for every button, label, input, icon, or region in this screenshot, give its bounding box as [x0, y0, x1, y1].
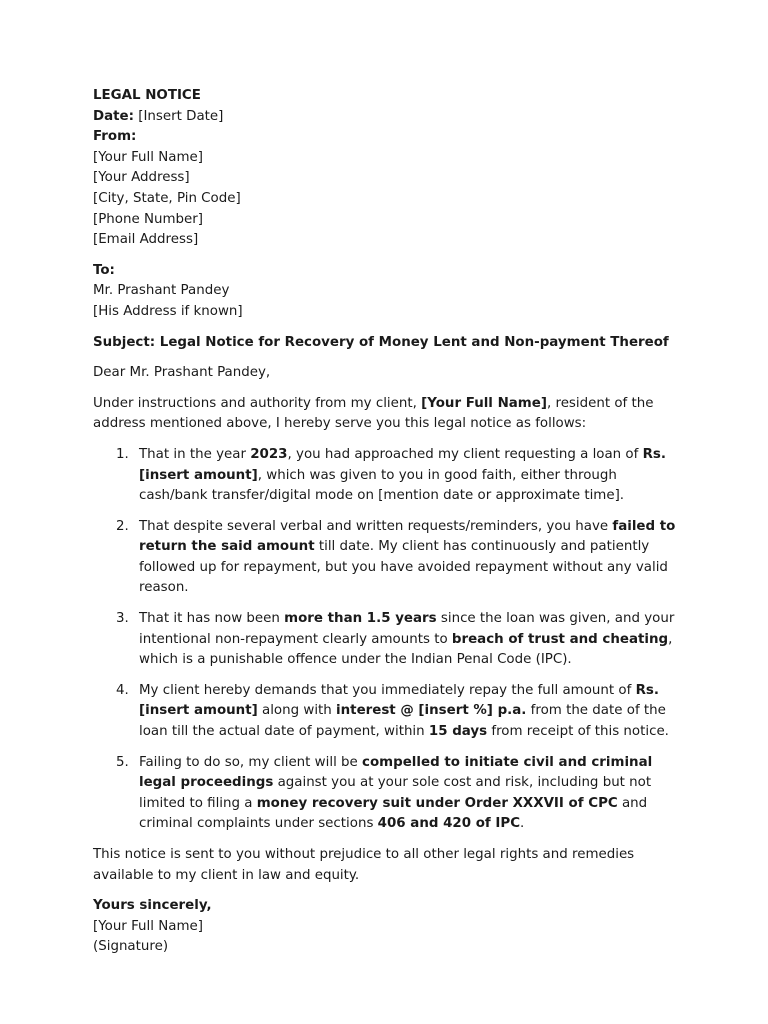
intro-client-name: [Your Full Name] [421, 395, 547, 411]
point-text: That despite several verbal and written requests/reminders, you have [139, 518, 613, 534]
point-text: , which was given to you in good faith, either through cash/bank transfer/digital mode on [mention date or approximate time]. [139, 467, 625, 504]
signature-placeholder: (Signature) [93, 939, 169, 955]
point-text: against you at your sole cost and risk, including but not limited to filing a [139, 775, 652, 811]
sender-phone: [Phone Number] [93, 211, 203, 227]
list-item [93, 681, 683, 743]
point-bold-text: 406 and 420 of IPC [377, 816, 521, 832]
point-text: from receipt of this notice. [487, 724, 669, 740]
list-number: 1. [116, 446, 129, 462]
point-bold-text: Rs. [insert amount] [139, 446, 666, 483]
salutation: Dear Mr. Prashant Pandey, [93, 365, 271, 381]
sender-email: [Email Address] [93, 232, 199, 248]
point-bold-text: failed to return the said amount [139, 518, 676, 555]
date-value: [Insert Date] [134, 108, 224, 124]
list-item [93, 517, 683, 599]
point-text: from the date of the loan till the actual date of payment, within [139, 703, 666, 740]
list-number: 3. [116, 611, 129, 627]
date-label: Date: [93, 108, 134, 124]
from-label: From: [93, 129, 137, 145]
legal-notice-document [93, 86, 683, 958]
point-text: since the loan was given, and your intentional non-repayment clearly amounts to [139, 611, 675, 647]
to-label: To: [93, 262, 115, 278]
point-text: . [520, 816, 525, 832]
list-number: 4. [116, 682, 129, 698]
point-bold-text: breach of trust and cheating [451, 631, 669, 647]
signoff-label: Yours sincerely, [93, 898, 212, 914]
list-item [93, 445, 683, 507]
list-number: 5. [116, 754, 129, 770]
sender-city-state-pin: [City, State, Pin Code] [93, 190, 241, 206]
list-item [93, 609, 683, 671]
point-bold-text: more than 1.5 years [284, 611, 437, 627]
intro-paragraph [93, 394, 683, 435]
point-text: That it has now been [139, 611, 285, 627]
point-text: till date. My client has continuously and patiently followed up for repayment, but you have avoided repayment without any valid reason. [139, 539, 668, 596]
document-title: LEGAL NOTICE [93, 88, 201, 103]
subject-line: Subject: Legal Notice for Recovery of Money Lent and Non-payment Thereof [93, 334, 669, 350]
intro-text: , resident of the address mentioned above, I hereby serve you this legal notice as follows: [93, 395, 654, 432]
list-number: 2. [116, 518, 129, 534]
point-text: Failing to do so, my client will be [139, 754, 363, 770]
closing-paragraph: This notice is sent to you without prejudice to all other legal rights and remedies available to my client in law and equity. [93, 847, 635, 883]
point-text: , which is a punishable offence under the Indian Penal Code (IPC). [139, 631, 673, 668]
point-text: along with [257, 703, 337, 719]
list-item [93, 753, 683, 835]
point-text: My client hereby demands that you immediately repay the full amount of [139, 682, 636, 698]
point-bold-text: 15 days [428, 724, 488, 740]
point-bold-text: 2023 [250, 446, 288, 462]
signoff-name: [Your Full Name] [93, 918, 203, 934]
notice-points-list [93, 445, 683, 835]
date-line [93, 107, 683, 128]
point-text: , you had approached my client requesting a loan of [287, 446, 643, 462]
point-bold-text: interest @ [insert %] p.a. [336, 703, 527, 719]
point-bold-text: money recovery suit under Order XXXVII of CPC [256, 795, 618, 811]
point-text: That in the year [139, 446, 251, 462]
point-text: and criminal complaints under sections [139, 795, 648, 832]
sender-name: [Your Full Name] [93, 149, 203, 165]
intro-text: Under instructions and authority from my client, [93, 395, 422, 411]
recipient-name: Mr. Prashant Pandey [93, 283, 230, 299]
sender-address: [Your Address] [93, 170, 190, 186]
point-bold-text: compelled to initiate civil and criminal legal proceedings [139, 754, 653, 791]
point-bold-text: Rs. [insert amount] [139, 682, 659, 719]
recipient-address: [His Address if known] [93, 303, 243, 319]
